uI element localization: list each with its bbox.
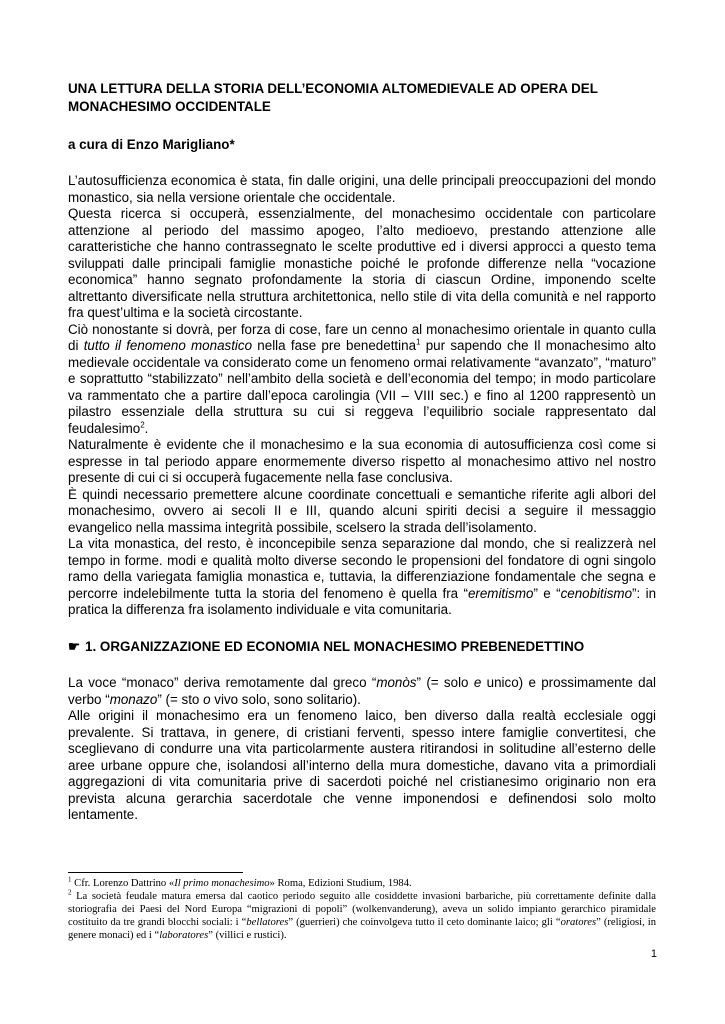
section-1-body (68, 675, 656, 824)
paragraph-7-text-d: ” (= sto (157, 691, 204, 707)
paragraph-3-text-c: pur sapendo che Il monachesimo alto medievale occidentale va considerato come un fenomeno ormai relativamente “avanzato”, “maturo” e soprattutto “stabilizzato” nell’ambito della società e dell’economia del tempo; in modo particolare va rammentato che a partire dall’epoca carolingia (VII – VIII sec.) e fino al 1200 rappresentò un pilastro essenziale della struttura su cui si reggeva l’equilibrio sociale rappresentato dal feudalesimo (68, 338, 656, 436)
footnote-2 (68, 890, 656, 942)
paragraph-6-emphasis-1: eremitismo (467, 585, 534, 601)
paragraph-6-text-b: ” e “ (533, 585, 561, 601)
footnotes (68, 877, 656, 942)
document-content (68, 80, 656, 824)
footnote-1 (68, 877, 656, 890)
document-title: UNA LETTURA DELLA STORIA DELL’ECONOMIA ALTOMEDIEVALE AD OPERA DEL MONACHESIMO OCCIDENTALE (68, 81, 598, 114)
paragraph-6 (68, 536, 656, 619)
paragraph-4: Naturalmente è evidente che il monachesimo e la sua economia di autosufficienza così come si espresse in tal periodo appare enormemente diverso rispetto al monachesimo attivo nel nostro presente di cui ci si occuperà fugacemente nella fase conclusiva. (68, 437, 656, 485)
paragraph-2: Questa ricerca si occuperà, essenzialmente, del monachesimo occidentale con particolare attenzione al periodo del massimo apogeo, l’alto medioevo, prestando attenzione alle caratteristiche che hanno contrassegnato le scelte produttive ed i diversi approcci a questo tema sviluppati dalle principali famiglie monastiche poiché le profonde differenze nella “vocazione economica” hanno segnato profondamente la storia di ciascun Ordine, imponendo scelte altrettanto diversificate nella struttura architettonica, nello stile di vita della comunità e nel rapporto fra quest’ultima e la società circostante. (68, 206, 656, 320)
footnote-1-text-a: Cfr. Lorenzo Dattrino « (71, 878, 175, 889)
section-1-heading (68, 639, 656, 656)
paragraph-7-text-c: unico) e prossimamente dal verbo “ (68, 675, 656, 707)
paragraph-1: L’autosufficienza economica è stata, fin dalle origini, una delle principali preoccupazioni del mondo monastico, sia nella versione orientale che occidentale. (68, 173, 656, 205)
paragraph-3-emphasis: tutto il fenomeno monastico (83, 338, 253, 353)
paragraph-8: Alle origini il monachesimo era un fenomeno laico, ben diverso dalla realtà ecclesiale oggi prevalente. Si trattava, in genere, di cristiani ferventi, spesso intere famiglie convertitesi, che sceglievano di condurre una vita particolarmente austera ritirandosi in solitudine all’esterno delle aree urbane oppure che, isolandosi all’interno della mura domestiche, davano vita a primordiali aggregazioni di vita comunitaria prive di sacerdoti poiché nel cristianesimo originario non era prevista alcuna gerarchia sacerdotale che venne imponendosi e definendosi solo molto lentamente. (68, 708, 656, 822)
footnote-2-number: 2 (68, 888, 72, 897)
paragraph-5: È quindi necessario premettere alcune coordinate concettuali e semantiche riferite agli albori del monachesimo, ovvero ai secoli II e III, quando alcuni spiriti decisi a seguire il messaggio evangelico nella massima integrità possibile, scelsero la strada dell’isolamento. (68, 486, 656, 535)
paragraph-3 (68, 322, 656, 438)
footnote-1-text-b: » Roma, Edizioni Studium, 1984. (269, 878, 412, 889)
footnote-2-text-a: La società feudale matura emersa dal caotico periodo seguito alle cosiddette invasioni barbariche, più correttamente definite dalla storiografia dei Paesi del Nord Europa “migrazioni di popoli” (wolkenvanderung), aveva un solido impianto gerarchico piramidale costituito da tre grandi blocchi sociali: i “ (68, 891, 656, 928)
paragraph-7-text-b: ” (= solo (416, 675, 474, 690)
paragraph-7-text-e: vivo solo, sono solitario). (210, 691, 361, 707)
footnote-2-emphasis-3: laboratores (159, 930, 209, 941)
page-number: 1 (650, 948, 657, 960)
pointing-hand-icon: ☛ (68, 638, 81, 654)
footnote-ref-1[interactable]: 1 (416, 337, 421, 347)
paragraph-7-text-a: La voce “monaco” deriva remotamente dal greco “ (68, 675, 377, 690)
paragraph-3-text-a: Ciò nonostante si dovrà, per forza di cose, fare un cenno al monachesimo orientale in quanto culla di (68, 321, 656, 353)
paragraph-7-emphasis-2: e (473, 675, 482, 690)
footnote-2-text-b: ” (guerrieri) che coinvolgeva tutto il ceto dominante laico; gli “ (288, 917, 561, 928)
footnote-separator (68, 872, 243, 873)
footnote-1-number: 1 (68, 875, 72, 884)
footnote-ref-2[interactable]: 2 (140, 420, 145, 430)
paragraph-7 (68, 675, 656, 708)
paragraph-6-text-c: ”: in pratica la differenza fra isolamento individuale e vita comunitaria. (68, 585, 657, 617)
paragraph-3-text-d: . (144, 420, 149, 436)
paragraph-6-text-a: La vita monastica, del resto, è inconcepibile senza separazione dal mondo, che si realizzerà nel tempo in forme. modi e qualità molto diverse secondo le propensioni del fondatore di ogni singolo ramo della variegata famiglia monastica e, tuttavia, la differenziazione fondamentale che segna e percorre indelebilmente tutta la storia del fenomeno è quella fra “ (68, 536, 656, 601)
paragraph-6-emphasis-2: cenobitismo (560, 585, 633, 601)
section-1-title: 1. ORGANIZZAZIONE ED ECONOMIA NEL MONACHESIMO PREBENEDETTINO (85, 638, 585, 654)
footnote-2-emphasis-2: oratores (560, 917, 597, 928)
footnote-1-emphasis: Il primo monachesimo (174, 878, 270, 889)
footnote-2-text-d: ” (villici e rustici). (208, 930, 287, 941)
document-author: a cura di Enzo Marigliano* (68, 137, 235, 152)
footnote-2-text-c: ” (religiosi, in genere monaci) ed i “ (68, 917, 656, 941)
intro-body (68, 173, 656, 619)
paragraph-7-emphasis-1: monòs (376, 675, 417, 690)
footnote-2-emphasis-1: bellatores (246, 917, 289, 928)
paragraph-3-text-b: nella fase pre benedettina (252, 338, 417, 353)
paragraph-7-emphasis-3: monazo (109, 691, 158, 707)
paragraph-7-emphasis-4: o (203, 691, 211, 707)
